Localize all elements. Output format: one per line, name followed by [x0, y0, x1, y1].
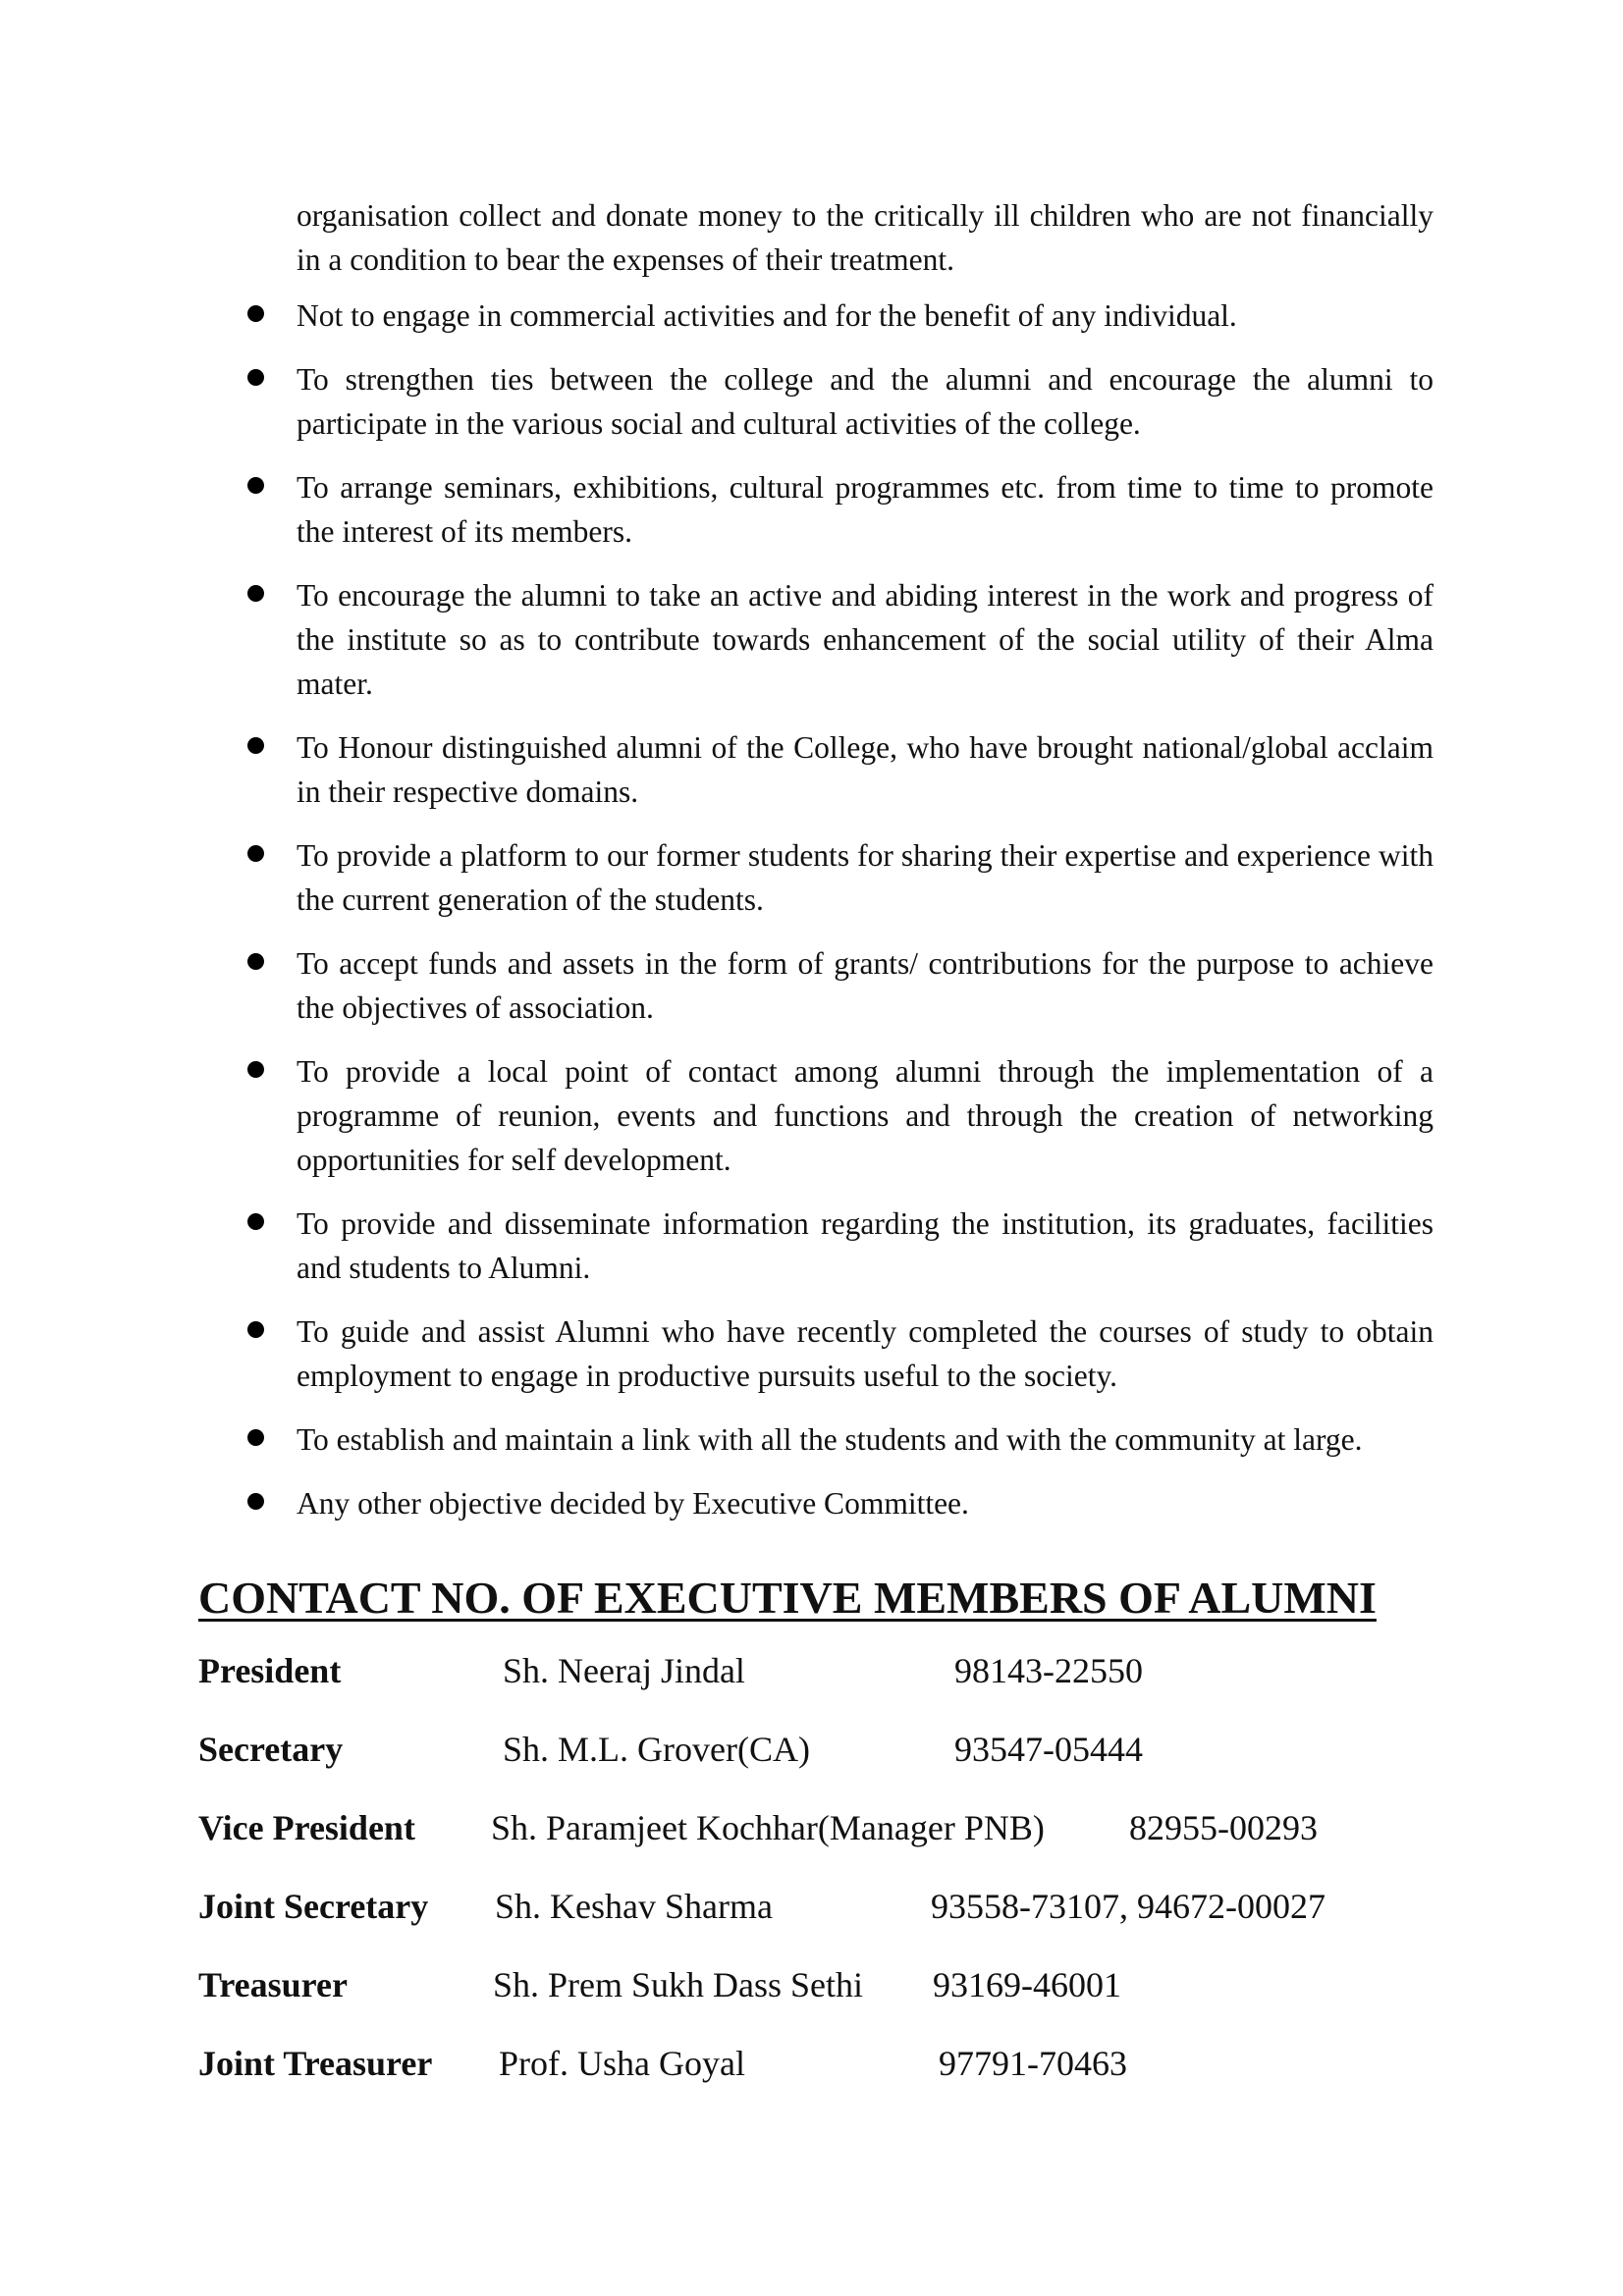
member-name: Sh. Keshav Sharma — [495, 1887, 773, 1926]
member-phone: 97791-70463 — [939, 2044, 1127, 2083]
list-item — [297, 1201, 1434, 1290]
bullet-icon — [247, 585, 264, 602]
intro-paragraph: organisation collect and donate money to the critically ill children who are not financially in a condition to bear the expenses of their treatment. — [297, 198, 1434, 277]
bullet-icon — [247, 369, 264, 386]
member-row-president — [0, 1647, 1623, 1726]
list-item-text: To guide and assist Alumni who have recently completed the courses of study to obtain employment to engage in productive pursuits useful to the society. — [297, 1314, 1434, 1393]
list-item-text: To arrange seminars, exhibitions, cultural programmes etc. from time to time to promote the interest of its members. — [297, 470, 1434, 549]
list-item-text: To provide a local point of contact among alumni through the implementation of a programme of reunion, events and functions and through the creation of networking opportunities for self development. — [297, 1054, 1434, 1177]
member-role: Joint Treasurer — [198, 2044, 433, 2083]
member-name: Sh. Neeraj Jindal — [503, 1651, 745, 1690]
member-phone: 93169-46001 — [933, 1965, 1121, 2004]
bullet-icon — [247, 953, 264, 970]
member-phone: 93558-73107, 94672-00027 — [931, 1887, 1325, 1926]
list-item-text: To encourage the alumni to take an active and abiding interest in the work and progress of the institute so as to contribute towards enhancement of the social utility of their Alma mater. — [297, 578, 1434, 701]
member-row-joint-treasurer — [0, 2040, 1623, 2118]
list-item — [297, 833, 1434, 922]
page-content — [0, 193, 1623, 2118]
list-item-text: Any other objective decided by Executive Committee. — [297, 1486, 969, 1521]
objectives-list — [0, 294, 1623, 1525]
member-role: President — [198, 1651, 342, 1690]
contact-section-title: CONTACT NO. OF EXECUTIVE MEMBERS OF ALUMNI — [198, 1573, 1377, 1623]
member-role: Secretary — [198, 1730, 344, 1769]
list-item-text: To strengthen ties between the college and the alumni and encourage the alumni to participate in the various social and cultural activities of the college. — [297, 362, 1434, 441]
member-name: Prof. Usha Goyal — [499, 2044, 745, 2083]
bullet-icon — [247, 1061, 264, 1078]
member-name: Sh. Paramjeet Kochhar(Manager PNB) — [491, 1808, 1045, 1847]
executive-members-list — [0, 1647, 1623, 2118]
list-item-text: To provide a platform to our former students for sharing their expertise and experience with the current generation of the students. — [297, 838, 1434, 917]
bullet-icon — [247, 1493, 264, 1510]
member-name: Sh. M.L. Grover(CA) — [503, 1730, 810, 1769]
list-item-text: To accept funds and assets in the form of grants/ contributions for the purpose to achieve the objectives of association. — [297, 946, 1434, 1025]
list-item — [297, 941, 1434, 1030]
list-item — [297, 465, 1434, 554]
list-item — [297, 725, 1434, 814]
bullet-icon — [247, 737, 264, 754]
member-phone: 93547-05444 — [954, 1730, 1143, 1769]
member-role: Treasurer — [198, 1965, 348, 2004]
bullet-icon — [247, 305, 264, 322]
list-item — [297, 1049, 1434, 1182]
member-row-joint-secretary — [0, 1883, 1623, 1961]
list-item — [297, 573, 1434, 706]
bullet-icon — [247, 477, 264, 494]
list-item — [297, 357, 1434, 446]
member-role: Vice President — [198, 1808, 415, 1847]
bullet-icon — [247, 1321, 264, 1338]
bullet-icon — [247, 1213, 264, 1230]
list-item-text: To Honour distinguished alumni of the College, who have brought national/global acclaim in their respective domains. — [297, 730, 1434, 809]
list-item-text: To provide and disseminate information regarding the institution, its graduates, facilities and students to Alumni. — [297, 1206, 1434, 1285]
member-role: Joint Secretary — [198, 1887, 429, 1926]
bullet-icon — [247, 845, 264, 862]
member-name: Sh. Prem Sukh Dass Sethi — [493, 1965, 864, 2004]
list-item — [297, 294, 1434, 338]
list-item-text: Not to engage in commercial activities and for the benefit of any individual. — [297, 298, 1237, 333]
member-row-secretary — [0, 1726, 1623, 1804]
member-phone: 82955-00293 — [1129, 1808, 1318, 1847]
member-row-vice-president — [0, 1804, 1623, 1883]
list-item — [297, 1309, 1434, 1398]
list-item-text: To establish and maintain a link with all the students and with the community at large. — [297, 1422, 1363, 1457]
list-item — [297, 1417, 1434, 1462]
member-phone: 98143-22550 — [954, 1651, 1143, 1690]
bullet-icon — [247, 1429, 264, 1446]
list-item — [297, 1481, 1434, 1525]
member-row-treasurer — [0, 1961, 1623, 2040]
